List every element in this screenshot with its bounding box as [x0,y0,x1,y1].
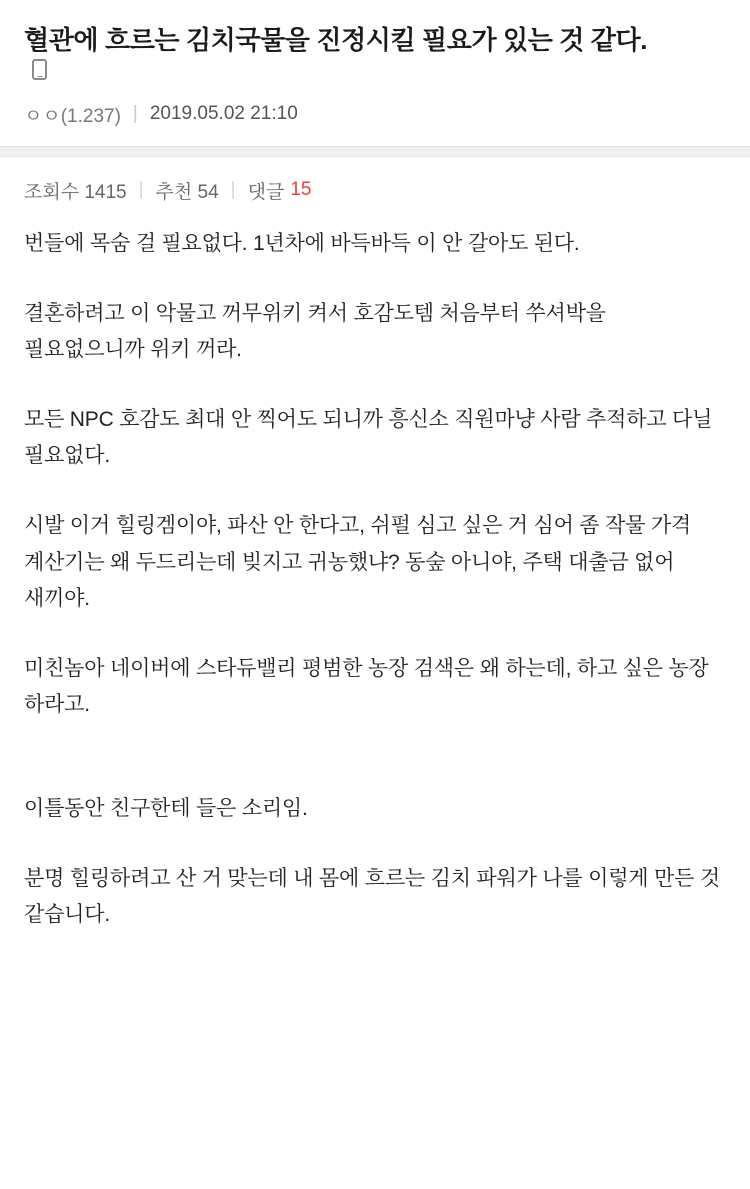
recommend-count: 추천 54 [155,181,219,203]
post-header [0,0,750,146]
post-paragraph: 모든 NPC 호감도 최대 안 찍어도 되니까 흥신소 직원마냥 사람 추적하고 다닐 필요없다. [24,408,718,468]
page-title: 혈관에 흐르는 김치국물을 진정시킬 필요가 있는 것 같다. [24,25,648,55]
post-paragraph: 분명 힐링하려고 산 거 맞는데 내 몸에 흐르는 김치 파워가 나를 이렇게 만든 것 같습니다. [24,867,726,927]
section-divider [0,146,750,157]
mobile-device-icon [32,59,47,80]
meta-separator: | [132,103,138,125]
author-name[interactable]: ㅇㅇ(1.237) [24,105,121,127]
stat-separator-1: | [138,179,144,201]
post-paragraph: 이틀동안 친구한테 들은 소리임. [24,797,308,820]
stat-separator-2: | [230,179,236,201]
post-stats [0,157,750,218]
post-meta [24,101,726,128]
comment-count[interactable]: 15 [290,179,312,201]
view-count: 조회수 1415 [24,181,127,203]
post-paragraph: 시발 이거 힐링겜이야, 파산 안 한다고, 쉬펄 심고 싶은 거 심어 좀 작물 가격 계산기는 왜 두드리는데 빚지고 귀농했냐? 동숲 아니야, 주택 대출금 없어 새끼야. [24,514,697,610]
post-date: 2019.05.02 21:10 [149,103,298,125]
post-paragraph: 결혼하려고 이 악물고 꺼무위키 켜서 호감도템 처음부터 쑤셔박을 필요없으니까 위키 꺼라. [24,302,612,362]
post-paragraph: 번들에 목숨 걸 필요없다. 1년차에 바득바득 이 안 갈아도 된다. [24,231,580,255]
post-body [0,218,750,963]
comment-label[interactable]: 댓글 [247,181,285,203]
post-title-row [24,22,726,83]
post-paragraph: 미친놈아 네이버에 스타듀밸리 평범한 농장 검색은 왜 하는데, 하고 싶은 농장 하라고. [24,656,715,716]
